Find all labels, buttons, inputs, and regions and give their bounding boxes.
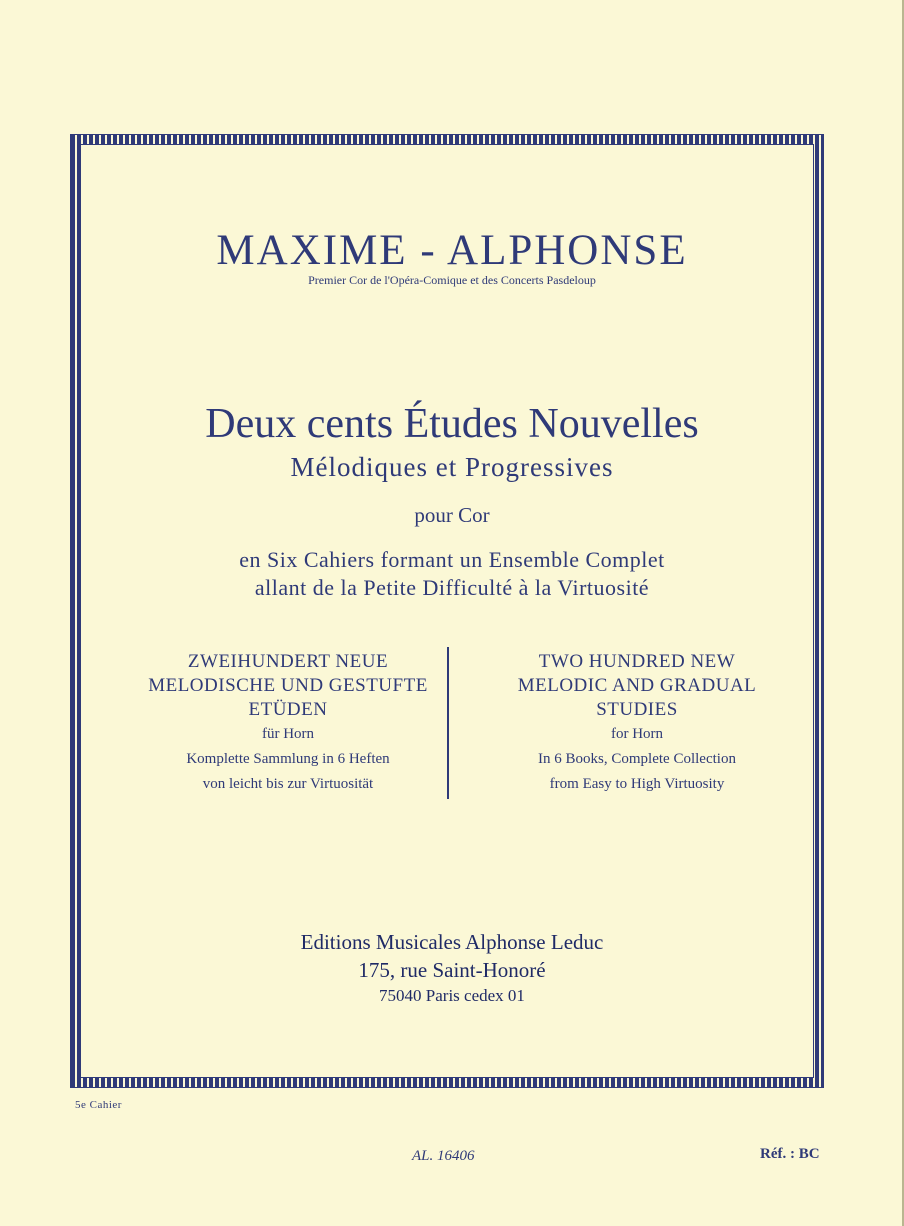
publisher-city: 75040 Paris cedex 01 [379,986,525,1005]
english-title-line3: STUDIES [596,699,678,720]
english-title-line2: MELODIC AND GRADUAL [517,675,757,696]
title-description-line2: allant de la Petite Difficulté à la Virtuosité [254,575,650,600]
english-instrument: for Horn [610,726,664,742]
german-description1: Komplette Sammlung in 6 Heften [186,751,390,767]
german-title-line3: ETÜDEN [248,699,328,720]
column-divider [447,647,449,799]
volume-label: 5e Cahier [75,1099,122,1111]
publisher-street: 175, rue Saint-Honoré [358,958,546,982]
title-subtitle: Mélodiques et Progressives [290,452,614,482]
title-main: Deux cents Études Nouvelles [205,401,699,447]
reference-code: Réf. : BC [760,1146,820,1162]
author-subtitle: Premier Cor de l'Opéra-Comique et des Concerts Pasdeloup [308,273,596,287]
english-description2: from Easy to High Virtuosity [549,776,725,792]
catalog-number: AL. 16406 [412,1148,475,1164]
english-title-block [487,650,787,797]
english-title-line1: TWO HUNDRED NEW [538,651,736,672]
author-name: MAXIME - ALPHONSE [216,227,688,274]
publisher-name: Editions Musicales Alphonse Leduc [300,930,604,954]
german-title-block [130,650,446,797]
german-description2: von leicht bis zur Virtuosität [202,776,374,792]
german-instrument: für Horn [261,726,315,742]
title-description-line1: en Six Cahiers formant un Ensemble Complet [239,547,665,572]
german-title-line1: ZWEIHUNDERT NEUE [187,651,389,672]
title-instrument: pour Cor [414,503,490,527]
german-title-line2: MELODISCHE UND GESTUFTE [148,675,428,696]
english-description1: In 6 Books, Complete Collection [538,751,736,767]
